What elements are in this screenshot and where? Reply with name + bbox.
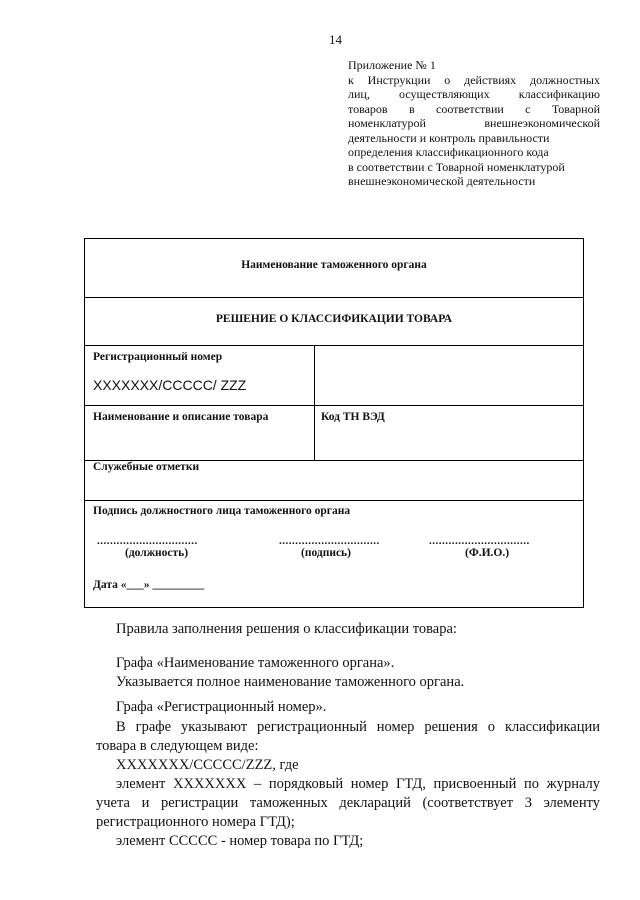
format-line: XXXXXXX/CCCCC/ZZZ, где: [116, 757, 299, 773]
signature-label: Подпись должностного лица таможенного органа: [93, 505, 351, 517]
signature-dots: ...............................: [279, 535, 380, 547]
signature-sub-label: (подпись): [301, 547, 351, 559]
rules-heading: Правила заполнения решения о классификации товара:: [116, 621, 457, 637]
appendix-line: в соответствии с Товарной номенклатурой: [348, 159, 565, 174]
appendix-header: [348, 58, 600, 189]
name-dots: ...............................: [429, 535, 530, 547]
decision-title: РЕШЕНИЕ О КЛАССИФИКАЦИИ ТОВАРА: [215, 313, 453, 325]
appendix-title: Приложение № 1: [348, 58, 436, 72]
date-label: Дата «___» _________: [93, 579, 205, 591]
reg-number-label: Регистрационный номер: [93, 351, 223, 363]
element1-text: учета и регистрации таможенных деклараций (соответствует 3 элементу: [96, 795, 600, 811]
service-marks-label: Служебные отметки: [93, 461, 200, 473]
goods-name-label: Наименование и описание товара: [93, 411, 269, 423]
appendix-line: внешнеэкономической деятельности: [348, 174, 536, 188]
appendix-line: лиц, осуществляющих классификацию: [348, 87, 600, 101]
reg-number-value: XXXXXXX/CCCCC/ ZZZ: [93, 377, 247, 393]
element1-text: регистрационного номера ГТД);: [96, 814, 295, 830]
position-dots: ...............................: [97, 535, 198, 547]
field2-text: товара в следующем виде:: [96, 738, 259, 754]
appendix-line: определения классификационного кода: [348, 145, 549, 159]
form-divider: [85, 405, 583, 406]
appendix-line: деятельности и контроль правильности: [348, 130, 550, 145]
form-divider: [85, 500, 583, 501]
element1-text: элемент XXXXXXX – порядковый номер ГТД, присвоенный по журналу: [116, 776, 600, 792]
form-divider: [85, 297, 583, 298]
field1-title: Графа «Наименование таможенного органа».: [116, 655, 395, 671]
field1-text: Указывается полное наименование таможенного органа.: [116, 674, 465, 690]
position-label: (должность): [125, 547, 189, 559]
customs-body-name-label: Наименование таможенного органа: [241, 259, 427, 271]
element2-text: элемент CCCCC - номер товара по ГТД;: [116, 833, 364, 849]
field2-title: Графа «Регистрационный номер».: [116, 699, 327, 715]
appendix-line: товаров в соответствии с Товарной: [348, 101, 600, 116]
form-divider: [85, 345, 583, 346]
page-number: 14: [329, 32, 342, 47]
appendix-line: к Инструкции о действиях должностных: [348, 72, 600, 87]
classification-decision-form: [84, 238, 584, 608]
tn-ved-label: Код ТН ВЭД: [321, 411, 385, 423]
field2-text: В графе указывают регистрационный номер решения о классификации: [116, 719, 600, 735]
appendix-line: номенклатурой внешнеэкономической: [348, 116, 600, 130]
name-label: (Ф.И.О.): [465, 547, 510, 559]
form-column-divider: [314, 345, 315, 461]
